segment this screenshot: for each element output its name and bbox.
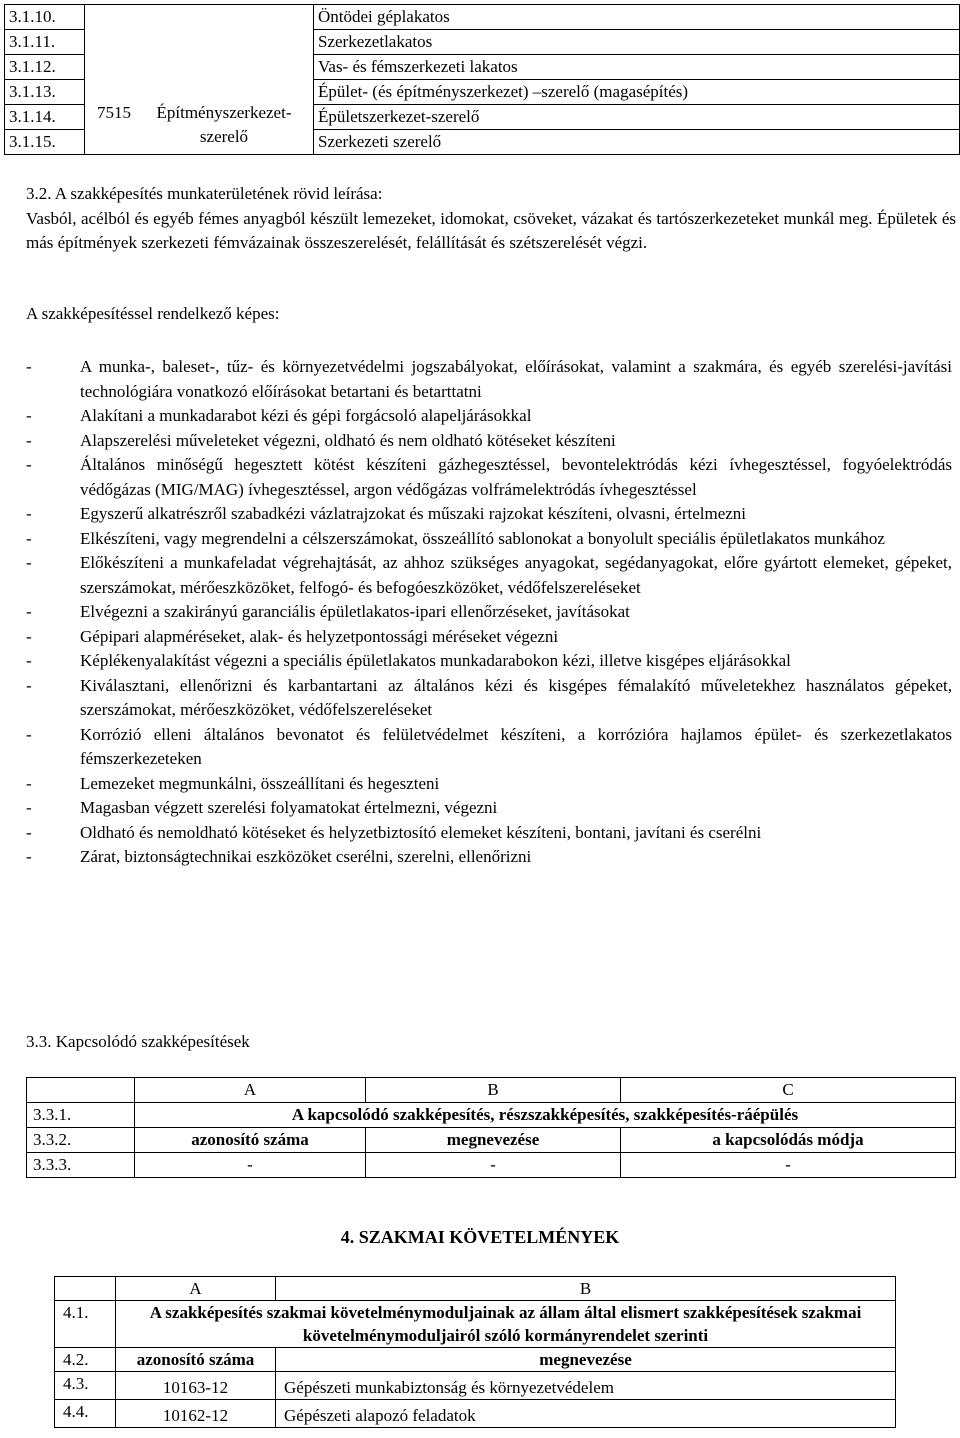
qualification-table-body — [5, 5, 960, 155]
dash-bullet: - — [26, 357, 32, 376]
table-cell: - — [135, 1153, 366, 1178]
row-number: 3.1.13. — [5, 80, 85, 105]
dash-bullet: - — [26, 528, 32, 548]
capabilities-list — [26, 355, 952, 870]
row-number: 4.4. — [55, 1400, 116, 1428]
list-item — [26, 821, 952, 846]
table-row — [27, 1128, 956, 1153]
table-row — [55, 1372, 896, 1400]
row-number: 3.1.11. — [5, 30, 85, 55]
occupation-code: 7515 — [85, 5, 132, 155]
list-item — [26, 600, 952, 625]
table-cell: azonosító száma — [116, 1348, 276, 1372]
table-cell: 10163-12 — [116, 1372, 276, 1400]
section-3-2-heading: 3.2. A szakképesítés munkaterületének rövid leírása: — [26, 184, 383, 203]
table-cell: Gépészeti munkabiztonság és környezetvédelem — [276, 1372, 896, 1400]
list-item-text: Előkészíteni a munkafeladat végrehajtását, az ahhoz szükséges anyagokat, segédanyagokat, előre gyártott elemeket, gépeket, szerszámokat, mérőeszközöket, felfogó- és befogóeszközöket, védőfelszereléseket — [80, 553, 952, 597]
dash-bullet: - — [26, 626, 32, 646]
list-item-text: Elvégezni a szakirányú garanciális épületlakatos-ipari ellenőrzéseket, javításokat — [80, 602, 630, 621]
list-item-text: Alakítani a munkadarabot kézi és gépi forgácsoló alapeljárásokkal — [80, 406, 532, 425]
list-item-text: Egyszerű alkatrészről szabadkézi vázlatrajzokat és műszaki rajzokat készíteni, olvasni, értelmezni — [80, 504, 747, 523]
table-cell: - — [621, 1153, 956, 1178]
job-title: Vas- és fémszerkezeti lakatos — [314, 55, 960, 80]
table-cell: a kapcsolódás módja — [621, 1128, 956, 1153]
list-item — [26, 551, 952, 600]
table-cell — [55, 1277, 116, 1301]
row-number: 3.1.15. — [5, 130, 85, 155]
list-item-text: Kiválasztani, ellenőrizni és karbantartani az általános kézi és kisgépes fémalakító műveletekhez használatos gépeket, szerszámokat, mérőeszközöket, védőfelszereléseket — [80, 675, 952, 719]
dash-bullet: - — [26, 675, 32, 695]
row-number: 3.3.1. — [27, 1103, 135, 1128]
dash-bullet: - — [26, 724, 32, 744]
list-item — [26, 429, 952, 454]
dash-bullet: - — [26, 455, 32, 474]
dash-bullet: - — [26, 651, 32, 670]
list-item — [26, 845, 952, 870]
dash-bullet: - — [26, 406, 32, 425]
list-item-text: Gépipari alapméréseket, alak- és helyzetpontossági méréseket végezni — [80, 626, 559, 646]
job-title: Szerkezetlakatos — [314, 30, 960, 55]
table-row — [55, 1348, 896, 1372]
table-row — [55, 1400, 896, 1428]
dash-bullet: - — [26, 504, 32, 523]
dash-bullet: - — [26, 553, 32, 572]
dash-bullet: - — [26, 798, 32, 817]
list-item — [26, 404, 952, 429]
job-title: Szerkezeti szerelő — [314, 130, 960, 155]
list-item — [26, 355, 952, 404]
table-cell: megnevezése — [366, 1128, 621, 1153]
list-item-text: Korrózió elleni általános bevonatot és felületvédelmet készíteni, a korrózióra hajlamos épület- és szerkezetlakatos fémszerkezeteken — [80, 724, 952, 768]
list-item — [26, 625, 952, 650]
list-item-text: A munka-, baleset-, tűz- és környezetvédelmi jogszabályokat, előírásokat, valamint a szakmára, és egyéb szerelési-javítási technológiára vonatkozó előírásokat betartani és betarttatni — [80, 357, 952, 401]
row-number: 4.3. — [55, 1372, 116, 1400]
list-item — [26, 527, 952, 552]
job-title: Épületszerkezet-szerelő — [314, 105, 960, 130]
list-item-text: Elkészíteni, vagy megrendelni a célszerszámokat, összeállító sablonokat a bonyolult speciális épületlakatos munkához — [80, 528, 885, 548]
dash-bullet: - — [26, 602, 32, 621]
list-item-text: Alapszerelési műveleteket végezni, oldható és nem oldható kötéseket készíteni — [80, 430, 616, 450]
table-cell: megnevezése — [276, 1348, 896, 1372]
list-item — [26, 723, 952, 772]
requirement-modules-table — [54, 1276, 896, 1428]
row-number: 3.1.12. — [5, 55, 85, 80]
table-cell: 10162-12 — [116, 1400, 276, 1428]
table-row — [27, 1103, 956, 1128]
list-item — [26, 796, 952, 821]
list-item-text: Magasban végzett szerelési folyamatokat értelmezni, végezni — [80, 798, 498, 817]
list-item — [26, 772, 952, 797]
row-number: 4.2. — [55, 1348, 116, 1372]
related-qualifications-table — [26, 1077, 956, 1178]
row-number: 3.3.2. — [27, 1128, 135, 1153]
column-header-b: B — [366, 1078, 621, 1103]
table-header-row — [55, 1277, 896, 1301]
row-number: 3.1.14. — [5, 105, 85, 130]
section-3-3-heading: 3.3. Kapcsolódó szakképesítések — [26, 1032, 250, 1051]
row-number: 4.1. — [55, 1301, 116, 1348]
list-item-text: Oldható és nemoldható kötéseket és helyzetbiztosító elemeket készíteni, bontani, javítani és cserélni — [80, 822, 762, 842]
table-cell — [27, 1078, 135, 1103]
dash-bullet: - — [26, 847, 32, 866]
merged-cell: A kapcsolódó szakképesítés, részszakképesítés, szakképesítés-ráépülés — [135, 1103, 956, 1128]
job-title: Épület- (és építményszerkezet) –szerelő (magasépítés) — [314, 80, 960, 105]
table-cell: azonosító száma — [135, 1128, 366, 1153]
table-cell: - — [366, 1153, 621, 1178]
job-title: Öntödei géplakatos — [314, 5, 960, 30]
dash-bullet: - — [26, 773, 32, 793]
dash-bullet: - — [26, 430, 32, 450]
column-header-a: A — [135, 1078, 366, 1103]
column-header-c: C — [621, 1078, 956, 1103]
row-number: 3.3.3. — [27, 1153, 135, 1178]
list-item-text: Lemezeket megmunkálni, összeállítani és hegeszteni — [80, 773, 440, 793]
table-row — [27, 1153, 956, 1178]
column-header-b: B — [276, 1277, 896, 1301]
qualification-table — [4, 4, 960, 155]
list-item-text: Képlékenyalakítást végezni a speciális épületlakatos munkadarabokon kézi, illetve kisgépes eljárásokkal — [80, 651, 791, 670]
merged-cell: A szakképesítés szakmai követelménymoduljainak az állam által elismert szakképesítések szakmai követelménymoduljairól szóló kormányrendelet szerinti — [116, 1301, 896, 1348]
list-item-text: Zárat, biztonságtechnikai eszközöket cserélni, szerelni, ellenőrizni — [80, 847, 532, 866]
list-item — [26, 674, 952, 723]
section-3-2-paragraph: Vasból, acélból és egyéb fémes anyagból készült lemezeket, idomokat, csöveket, vázakat és tartószerkezeteket munkál meg. Épületek és más építmények szerkezeti fémvázainak összeszerelését, felállítását és szétszerelését végzi. — [26, 209, 956, 252]
capable-heading: A szakképesítéssel rendelkező képes: — [26, 304, 280, 323]
section-4-heading: 4. SZAKMAI KÖVETELMÉNYEK — [340, 1227, 620, 1247]
table-header-row — [27, 1078, 956, 1103]
list-item — [26, 502, 952, 527]
table-cell: Gépészeti alapozó feladatok — [276, 1400, 896, 1428]
table-row — [55, 1301, 896, 1348]
column-header-a: A — [116, 1277, 276, 1301]
table-row — [5, 5, 960, 30]
list-item-text: Általános minőségű hegesztett kötést készíteni gázhegesztéssel, bevontelektródás kézi ívhegesztéssel, fogyóelektródás védőgázas (MIG/MAG) ívhegesztéssel, argon védőgázas volfrámelektródás ívhegesztéssel — [80, 455, 952, 499]
occupation-name: Építményszerkezet-szerelő — [131, 5, 314, 155]
list-item — [26, 453, 952, 502]
row-number: 3.1.10. — [5, 5, 85, 30]
list-item — [26, 649, 952, 674]
dash-bullet: - — [26, 822, 32, 842]
